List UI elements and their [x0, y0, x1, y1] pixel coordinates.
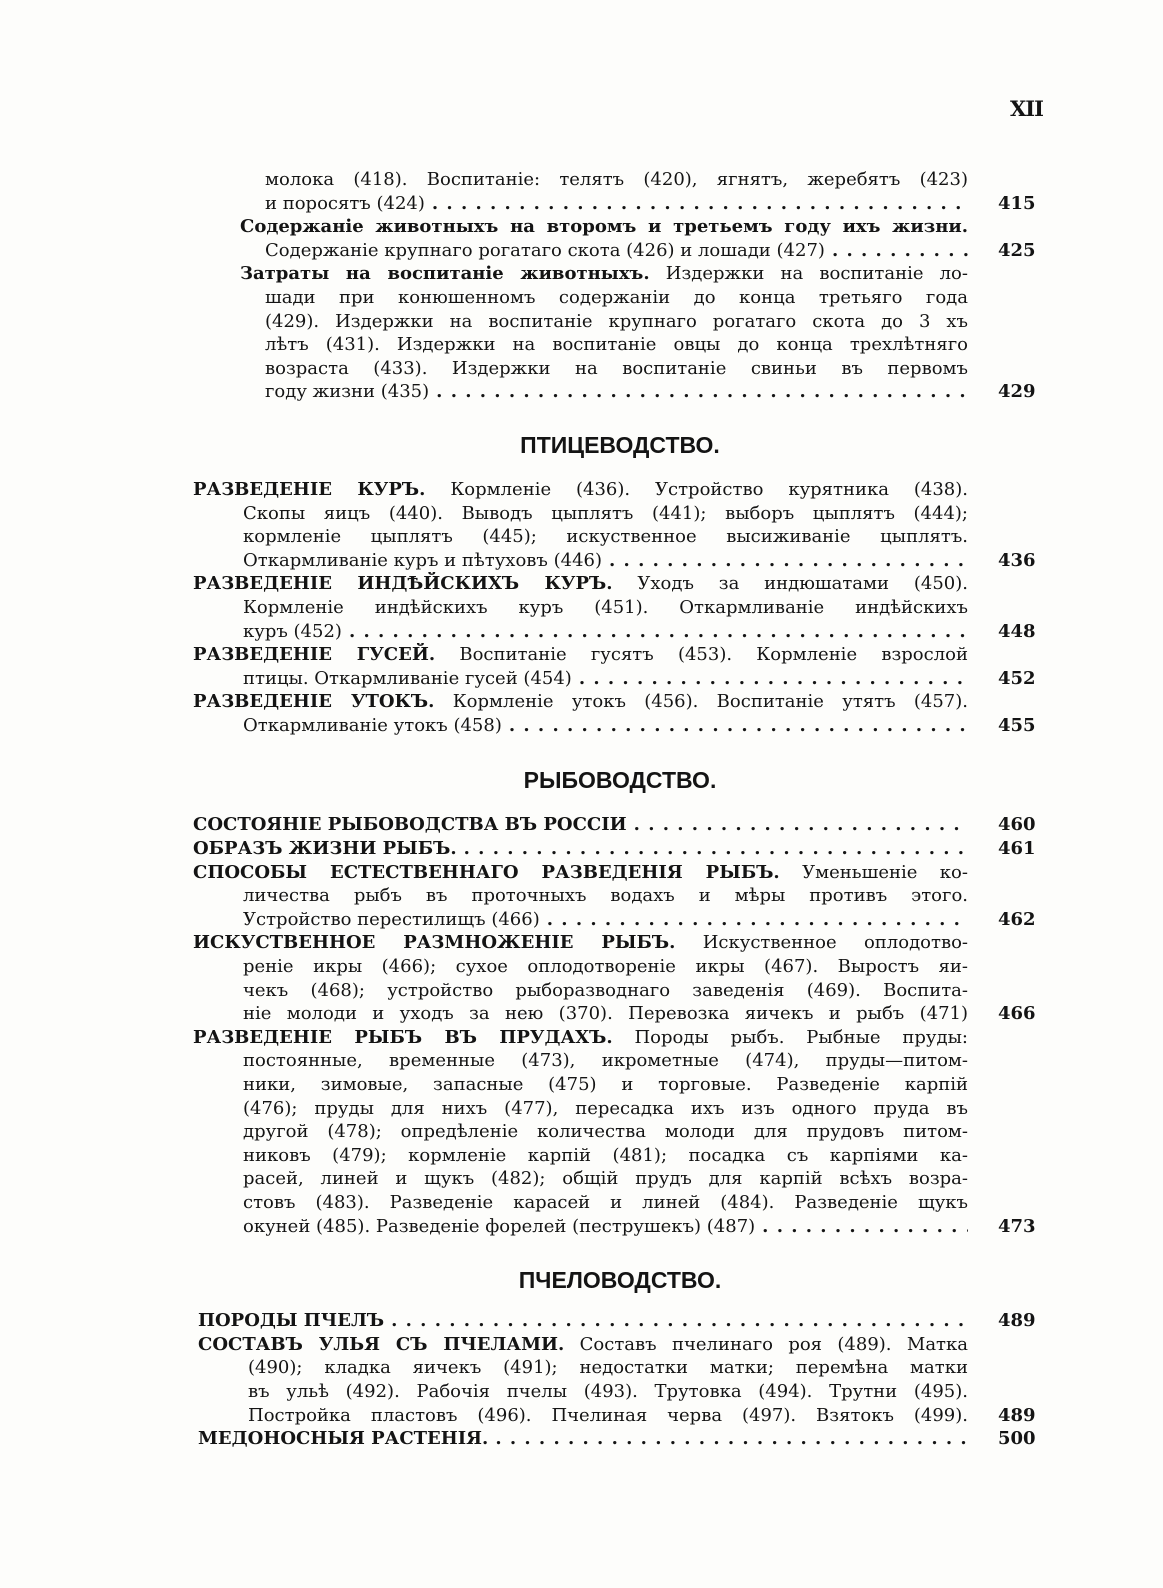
toc-line: лѣтъ (431). Издержки на воспитаніе овцы до конца трехлѣтняго	[265, 334, 968, 356]
toc-line: РАЗВЕДЕНІЕ КУРЪ. Кормленіе (436). Устройство курятника (438).	[193, 478, 968, 500]
toc-line: личества рыбъ въ проточныхъ водахъ и мѣры противъ этого.	[243, 885, 968, 907]
toc-line: РАЗВЕДЕНІЕ ИНДѢЙСКИХЪ КУРЪ. Уходъ за индюшатами (450).	[193, 573, 968, 595]
toc-line: РАЗВЕДЕНІЕ РЫБЪ ВЪ ПРУДАХЪ. Породы рыбъ. Рыбные пруды:	[193, 1026, 968, 1048]
toc-line: куръ (452) . . . 448	[0, 620, 1163, 644]
page-folio: XII	[1010, 96, 1043, 121]
dot-leader	[572, 667, 968, 691]
page-ref: 425	[998, 239, 1036, 261]
toc-line: ОБРАЗЪ ЖИЗНИ РЫБЪ. . . . 461	[0, 837, 1163, 861]
toc-line: кормленіе цыплятъ (445); искуственное высиживаніе цыплятъ.	[243, 526, 968, 548]
toc-line: Кормленіе индѣйскихъ куръ (451). Откармливаніе индѣйскихъ	[243, 596, 968, 618]
dot-leader	[825, 239, 968, 263]
toc-line: Содержаніе животныхъ на второмъ и третьемъ году ихъ жизни.	[240, 216, 968, 238]
toc-line: Устройство перестилищъ (466) . . . 462	[0, 908, 1163, 932]
toc-line: Скопы яицъ (440). Выводъ цыплятъ (441); выборъ цыплятъ (444);	[243, 502, 968, 524]
dot-leader	[457, 837, 968, 861]
dot-leader	[488, 1427, 968, 1451]
toc-line: молока (418). Воспитаніе: телятъ (420), ягнятъ, жеребятъ (423)	[265, 169, 968, 190]
toc-line: ПОРОДЫ ПЧЕЛЪ . . . 489	[0, 1309, 1163, 1333]
page-ref: 415	[998, 192, 1036, 214]
toc-line: стовъ (483). Разведеніе карасей и линей (484). Разведеніе щукъ	[243, 1191, 968, 1213]
section-heading-fish: РЫБОВОДСТВО.	[523, 767, 717, 794]
toc-line: ніе молоди и уходъ за нею (370). Перевозка яичекъ и рыбъ (471) 466	[243, 1003, 1036, 1025]
toc-line: Содержаніе крупнаго рогатаго скота (426) и лошади (427) . . . 425	[0, 239, 1163, 263]
page-ref: 448	[998, 620, 1036, 642]
toc-line: РАЗВЕДЕНІЕ ГУСЕЙ. Воспитаніе гусятъ (453). Кормленіе взрослой	[193, 644, 968, 666]
toc-line: ИСКУСТВЕННОЕ РАЗМНОЖЕНІЕ РЫБЪ. Искуственное оплодотво-	[193, 932, 968, 954]
dot-leader	[342, 620, 968, 644]
toc-line: въ ульѣ (492). Рабочія пчелы (493). Трутовка (494). Трутни (495).	[248, 1380, 968, 1402]
page-ref: 436	[998, 549, 1036, 571]
toc-line: Затраты на воспитаніе животныхъ. Издержки на воспитаніе ло-	[240, 263, 968, 285]
toc-line: возраста (433). Издержки на воспитаніе свиньи въ первомъ	[265, 357, 968, 379]
dot-leader	[429, 380, 968, 404]
toc-line: расей, линей и щукъ (482); общій прудъ для карпій всѣхъ возра-	[243, 1168, 968, 1190]
toc-line: ники, зимовые, запасные (475) и торговые. Разведеніе карпій	[243, 1074, 968, 1095]
toc-line: птицы. Откармливаніе гусей (454) . . . 452	[0, 667, 1163, 691]
toc-line: (490); кладка яичекъ (491); недостатки матки; перемѣна матки	[248, 1357, 968, 1379]
toc-line: Постройка пластовъ (496). Пчелиная черва (497). Взятокъ (499). 489	[248, 1404, 1036, 1426]
toc-line: году жизни (435) . . . 429	[0, 380, 1163, 404]
toc-line: СПОСОБЫ ЕСТЕСТВЕННАГО РАЗВЕДЕНІЯ РЫБЪ. Уменьшеніе ко-	[193, 861, 968, 883]
dot-leader	[502, 714, 968, 738]
toc-line: МЕДОНОСНЫЯ РАСТЕНІЯ. . . . 500	[0, 1427, 1163, 1451]
dot-leader	[602, 549, 968, 573]
page-ref: 460	[998, 814, 1036, 836]
livestock-section	[0, 168, 1163, 404]
toc-line: реніе икры (466); сухое оплодотвореніе икры (467). Выростъ яи-	[243, 956, 968, 978]
toc-line: окуней (485). Разведеніе форелей (пеструшекъ) (487) . . . 473	[0, 1215, 1163, 1239]
page-ref: 462	[998, 908, 1036, 930]
page-ref: 461	[998, 838, 1036, 860]
toc-line: никовъ (479); кормленіе карпій (481); посадка съ карпіями ка-	[243, 1144, 968, 1166]
toc-line: (476); пруды для нихъ (477), пересадка ихъ изъ одного пруда въ	[243, 1097, 968, 1119]
toc-line: другой (478); опредѣленіе количества молоди для прудовъ питом-	[243, 1121, 968, 1143]
page-ref: 489	[998, 1404, 1036, 1426]
dot-leader	[384, 1309, 968, 1333]
toc-line: шади при конюшенномъ содержаніи до конца третьяго года	[265, 286, 968, 308]
table-of-contents	[0, 168, 1163, 1451]
page-ref: 489	[998, 1310, 1036, 1332]
bees-section	[0, 1309, 1163, 1451]
page-ref: 466	[998, 1003, 1036, 1025]
toc-line: чекъ (468); устройство рыборазводнаго заведенія (469). Воспита-	[243, 979, 968, 1001]
toc-line: (429). Издержки на воспитаніе крупнаго рогатаго скота до 3 хъ	[265, 310, 968, 332]
dot-leader	[627, 813, 968, 837]
page-ref: 500	[998, 1428, 1036, 1450]
toc-line: и поросятъ (424) . . . 415	[0, 192, 1163, 216]
dot-leader	[425, 192, 968, 216]
toc-line: РАЗВЕДЕНІЕ УТОКЪ. Кормленіе утокъ (456). Воспитаніе утятъ (457).	[193, 691, 968, 713]
toc-line: СОСТОЯНІЕ РЫБОВОДСТВА ВЪ РОССІИ . . . 460	[0, 813, 1163, 837]
toc-line: СОСТАВЪ УЛЬЯ СЪ ПЧЕЛАМИ. Составъ пчелинаго роя (489). Матка	[198, 1333, 968, 1355]
page-ref: 452	[998, 667, 1036, 689]
page-ref: 429	[998, 381, 1036, 403]
toc-line: постоянные, временные (473), икрометные (474), пруды—питом-	[243, 1050, 968, 1072]
toc-line: Откармливаніе утокъ (458) . . . 455	[0, 714, 1163, 738]
fish-section	[0, 813, 1163, 1238]
dot-leader	[755, 1215, 968, 1239]
section-heading-bees: ПЧЕЛОВОДСТВО.	[518, 1267, 722, 1294]
page-ref: 455	[998, 714, 1036, 736]
section-heading-poultry: ПТИЦЕВОДСТВО.	[520, 431, 720, 458]
page-ref: 473	[998, 1215, 1036, 1237]
dot-leader	[540, 908, 968, 932]
toc-line: Откармливаніе куръ и пѣтуховъ (446) . . . 436	[0, 549, 1163, 573]
poultry-section	[0, 478, 1163, 738]
